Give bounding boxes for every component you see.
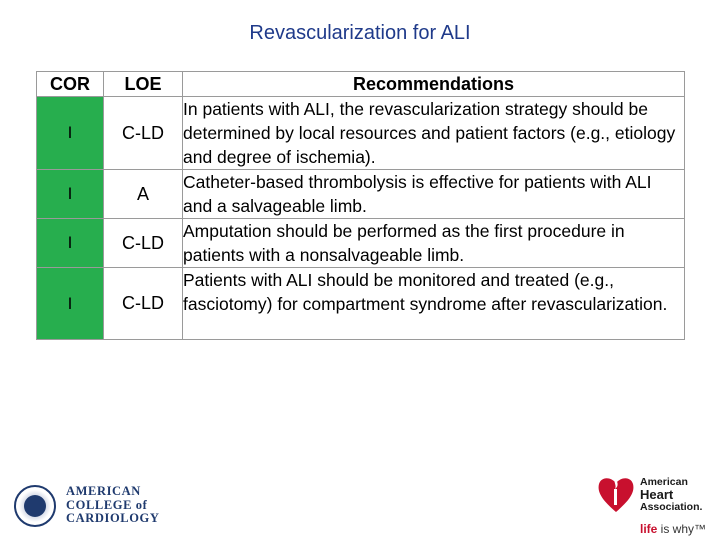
cor-cell: I xyxy=(37,219,104,268)
loe-cell: C-LD xyxy=(104,268,183,340)
recommendation-cell: Amputation should be performed as the first procedure in patients with a nonsalvageable limb. xyxy=(183,219,685,268)
aha-logo xyxy=(594,470,720,540)
header-cor: COR xyxy=(37,72,104,97)
loe-cell: A xyxy=(104,170,183,219)
cor-cell: I xyxy=(37,97,104,170)
table-header-row xyxy=(37,72,685,97)
aha-tagline xyxy=(640,522,706,536)
aha-line-1: American xyxy=(640,476,688,488)
acc-wordmark xyxy=(66,485,160,526)
heart-torch-icon xyxy=(596,472,636,516)
aha-tagline-life: life xyxy=(640,522,658,536)
recommendation-cell: Patients with ALI should be monitored and treated (e.g., fasciotomy) for compartment syndrome after revascularization. xyxy=(183,268,685,340)
aha-wordmark xyxy=(640,476,702,513)
acc-logo xyxy=(14,485,184,529)
cor-cell: I xyxy=(37,170,104,219)
loe-cell: C-LD xyxy=(104,219,183,268)
acc-line-1: AMERICAN xyxy=(66,484,141,498)
header-recommendations: Recommendations xyxy=(183,72,685,97)
recommendation-cell: Catheter-based thrombolysis is effective for patients with ALI and a salvageable limb. xyxy=(183,170,685,219)
aha-line-2: Heart xyxy=(640,487,674,502)
table-row xyxy=(37,97,685,170)
page-title: Revascularization for ALI xyxy=(249,22,471,44)
acc-seal-icon xyxy=(14,485,56,527)
loe-cell: C-LD xyxy=(104,97,183,170)
recommendation-cell: In patients with ALI, the revascularization strategy should be determined by local resources and patient factors (e.g., etiology and degree of ischemia). xyxy=(183,97,685,170)
table-row xyxy=(37,170,685,219)
cor-cell: I xyxy=(37,268,104,340)
aha-tagline-rest: is why™ xyxy=(657,522,707,536)
header-loe: LOE xyxy=(104,72,183,97)
acc-line-3: CARDIOLOGY xyxy=(66,511,160,525)
table-row xyxy=(37,268,685,340)
aha-line-3: Association. xyxy=(640,501,703,513)
recommendations-table xyxy=(36,71,685,340)
acc-line-2: COLLEGE of xyxy=(66,497,148,512)
table-row xyxy=(37,219,685,268)
